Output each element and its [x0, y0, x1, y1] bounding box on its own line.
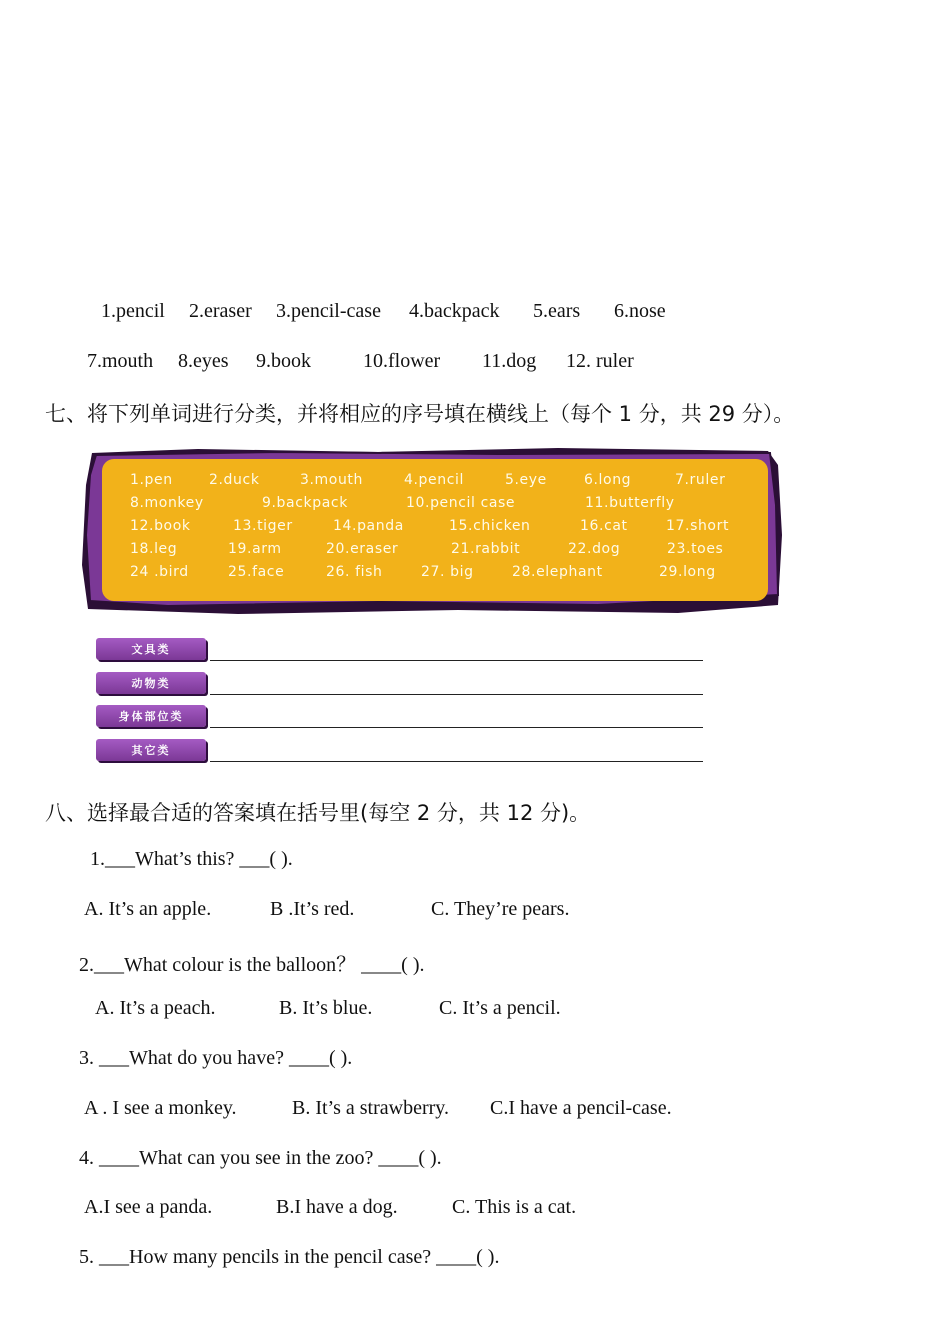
- word-item: 4.backpack: [409, 300, 500, 322]
- box-word: 26. fish: [326, 564, 383, 580]
- word-item: 5.ears: [533, 300, 581, 322]
- box-word: 29.long: [659, 564, 716, 580]
- word-box: [78, 445, 786, 617]
- category-tag-animals: 动物类: [96, 672, 206, 694]
- box-word: 28.elephant: [512, 564, 603, 580]
- answer-line-others[interactable]: [210, 761, 703, 762]
- option-2b: B. It’s blue.: [279, 997, 373, 1019]
- word-item: 1.pencil: [101, 300, 165, 322]
- box-word: 14.panda: [333, 518, 404, 534]
- box-word: 1.pen: [130, 472, 173, 488]
- word-grid: [78, 445, 786, 617]
- option-4b: B.I have a dog.: [276, 1196, 398, 1218]
- box-word: 27. big: [421, 564, 474, 580]
- box-word: 16.cat: [580, 518, 628, 534]
- section-7-heading: 七、将下列单词进行分类，并将相应的序号填在横线上（每个 1 分，共 29 分）。: [45, 402, 795, 426]
- option-1a: A. It’s an apple.: [84, 898, 212, 920]
- box-word: 3.mouth: [300, 472, 363, 488]
- box-word: 8.monkey: [130, 495, 204, 511]
- answer-line-stationery[interactable]: [210, 660, 703, 661]
- question-2: 2.___What colour is the balloon？ ____( ).: [79, 954, 425, 976]
- question-1: 1.___What’s this? ___( ).: [90, 848, 293, 870]
- question-4: 4. ____What can you see in the zoo? ____( ).: [79, 1147, 442, 1169]
- box-word: 10.pencil case: [406, 495, 516, 511]
- box-word: 5.eye: [505, 472, 547, 488]
- box-word: 24 .bird: [130, 564, 189, 580]
- box-word: 12.book: [130, 518, 191, 534]
- box-word: 6.long: [584, 472, 632, 488]
- option-3a: A . I see a monkey.: [84, 1097, 237, 1119]
- box-word: 13.tiger: [233, 518, 293, 534]
- category-tag-stationery: 文具类: [96, 638, 206, 660]
- word-item: 7.mouth: [87, 350, 154, 372]
- word-item: 10.flower: [363, 350, 441, 372]
- option-4a: A.I see a panda.: [84, 1196, 213, 1218]
- option-1c: C. They’re pears.: [431, 898, 570, 920]
- box-word: 20.eraser: [326, 541, 399, 557]
- option-4c: C. This is a cat.: [452, 1196, 577, 1218]
- option-3b: B. It’s a strawberry.: [292, 1097, 449, 1119]
- box-word: 15.chicken: [449, 518, 531, 534]
- word-item: 6.nose: [614, 300, 666, 322]
- question-5: 5. ___How many pencils in the pencil case? ____( ).: [79, 1246, 500, 1268]
- option-1b: B .It’s red.: [270, 898, 355, 920]
- box-word: 17.short: [666, 518, 730, 534]
- category-tag-others: 其它类: [96, 739, 206, 761]
- word-item: 9.book: [256, 350, 311, 372]
- box-word: 4.pencil: [404, 472, 465, 488]
- question-3: 3. ___What do you have? ____( ).: [79, 1047, 353, 1069]
- option-2c: C. It’s a pencil.: [439, 997, 561, 1019]
- box-word: 22.dog: [568, 541, 621, 557]
- box-word: 18.leg: [130, 541, 178, 557]
- category-tag-body-parts: 身体部位类: [96, 705, 206, 727]
- box-word: 19.arm: [228, 541, 282, 557]
- box-word: 7.ruler: [675, 472, 726, 488]
- word-item: 3.pencil-case: [276, 300, 381, 322]
- word-item: 12. ruler: [566, 350, 634, 372]
- option-2a: A. It’s a peach.: [95, 997, 216, 1019]
- box-word: 23.toes: [667, 541, 724, 557]
- box-word: 25.face: [228, 564, 285, 580]
- word-item: 8.eyes: [178, 350, 229, 372]
- box-word: 11.butterfly: [585, 495, 675, 511]
- box-word: 2.duck: [209, 472, 260, 488]
- answer-line-body-parts[interactable]: [210, 727, 703, 728]
- word-item: 2.eraser: [189, 300, 252, 322]
- word-item: 11.dog: [482, 350, 537, 372]
- option-3c: C.I have a pencil-case.: [490, 1097, 672, 1119]
- box-word: 9.backpack: [262, 495, 348, 511]
- section-8-heading: 八、选择最合适的答案填在括号里(每空 2 分，共 12 分)。: [45, 801, 591, 825]
- box-word: 21.rabbit: [451, 541, 521, 557]
- answer-line-animals[interactable]: [210, 694, 703, 695]
